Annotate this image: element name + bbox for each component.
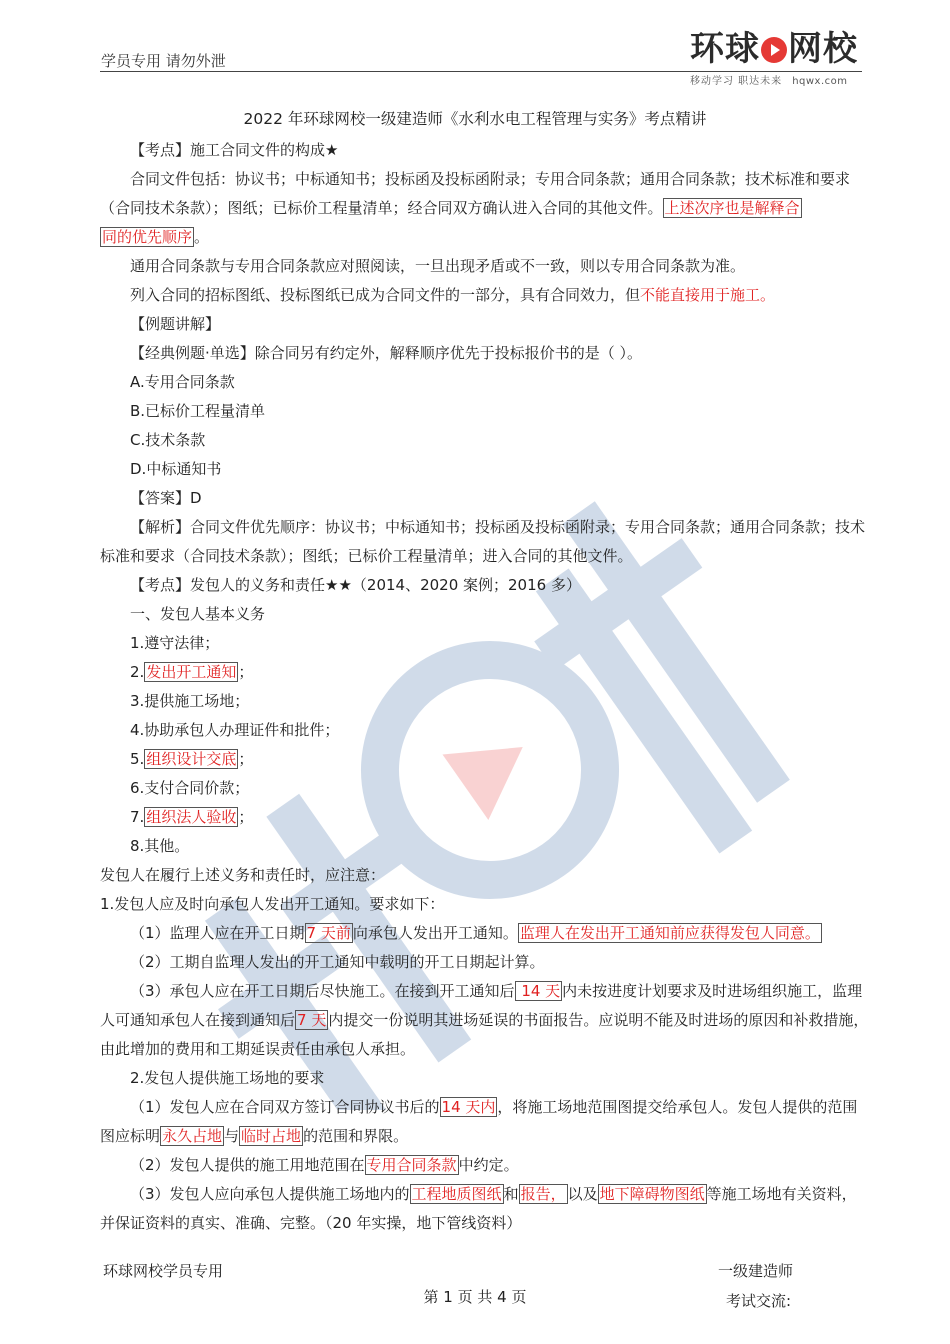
paragraph-text: （1）发包人应在合同双方签订合同协议书后的 (130, 1098, 440, 1116)
option-b: B.已标价工程量清单 (130, 402, 266, 420)
kaodian-heading-1: 【考点】施工合同文件的构成★ (130, 141, 339, 159)
answer: 【答案】D (130, 489, 202, 507)
logo-text-2: 网校 (788, 29, 858, 69)
note-item-2b (100, 1151, 870, 1180)
page-number: 第 1 页 共 4 页 (423, 1288, 527, 1306)
item-number: 7. (130, 808, 145, 826)
logo-url: hqwx.com (792, 76, 848, 87)
highlight-box: 上述次序也是解释合 (664, 199, 800, 217)
paragraph-text: 的范围和界限。 (303, 1127, 409, 1145)
punctuation: ； (238, 750, 254, 768)
example-question: 【经典例题·单选】除合同另有约定外，解释顺序优先于投标报价书的是（ ）。 (130, 344, 643, 362)
highlight-box: 报告， (520, 1185, 566, 1203)
paragraph-priority: 通用合同条款与专用合同条款应对照阅读，一旦出现矛盾或不一致，则以专用合同条款为准。 (130, 257, 746, 275)
paragraph-text: 和 (503, 1185, 519, 1203)
note-item-2c (100, 1180, 870, 1238)
highlight-box: 监理人在发出开工通知前应获得发包人同意。 (519, 924, 820, 942)
highlight-box: 7 天 (297, 1011, 327, 1029)
paragraph-text: 合同文件包括：协议书；中标通知书；投标函及投标函附录；专用合同条款；通用合同条款；技术标准和要求（合同技术条款）；图纸；已标价工程量清单；经合同双方确认进入合同的其他文件。 (100, 170, 851, 217)
logo-slogan: 移动学习 职达未来 (690, 76, 783, 87)
highlight-box: 临时占地 (241, 1127, 302, 1145)
note-item-2a (100, 1093, 870, 1151)
footer-exchange: 考试交流: (726, 1292, 792, 1310)
note-item-1c (100, 977, 870, 1064)
highlight-box: 14 天内 (441, 1098, 496, 1116)
option-a: A.专用合同条款 (130, 373, 235, 391)
highlight-box: 永久占地 (162, 1127, 223, 1145)
footer-left-note: 环球网校学员专用 (103, 1262, 224, 1280)
paragraph-text: 中约定。 (458, 1156, 519, 1174)
logo-text-1: 环球 (690, 29, 760, 69)
paragraph-text: 与 (224, 1127, 240, 1145)
duty-item: 8.其他。 (130, 837, 190, 855)
paragraph-text: 内提交一份说明其进场延误的书面报告。应说明不能及时进场的原因和补救措施，由此增加的费用和工期延误责任由承包人承担。 (100, 1011, 869, 1058)
duty-item: 1.遵守法律； (130, 634, 220, 652)
red-emphasis: 不能直接用于施工。 (640, 286, 776, 304)
paragraph-text: 等施工场地有关资料，并保证资料的真实、准确、完整。（20 年实操，地下管线资料） (100, 1185, 857, 1232)
option-c: C.技术条款 (130, 431, 206, 449)
hqwx-logo (690, 30, 865, 87)
punctuation: 。 (194, 228, 210, 246)
note-item-1: 1.发包人应及时向承包人发出开工通知。要求如下： (100, 895, 445, 913)
header-confidential-note: 学员专用 请勿外泄 (101, 52, 226, 70)
highlight-box: 工程地质图纸 (411, 1185, 502, 1203)
punctuation: ； (238, 663, 254, 681)
paragraph-text: ，将施工场地范围图提交给承包人。发包人提供的范围图应标明 (100, 1098, 858, 1145)
document-title: 2022 年环球网校一级建造师《水利水电工程管理与实务》考点精讲 (243, 110, 707, 128)
logo-play-icon (761, 37, 787, 63)
highlight-box: 组织设计交底 (146, 750, 237, 768)
highlight-box: 14 天 (516, 982, 561, 1000)
section-heading: 一、发包人基本义务 (130, 605, 266, 623)
paragraph-text: 列入合同的招标图纸、投标图纸已成为合同文件的一部分，具有合同效力，但 (130, 286, 641, 304)
note-line: 发包人在履行上述义务和责任时，应注意： (100, 866, 386, 884)
paragraph-text: 内未按进度计划要求及时进场组织施工，监理人可通知承包人在接到通知后 (100, 982, 863, 1029)
duty-item (100, 745, 870, 774)
highlight-box: 地下障碍物图纸 (599, 1185, 705, 1203)
highlight-box: 组织法人验收 (146, 808, 237, 826)
duty-item: 4.协助承包人办理证件和批件； (130, 721, 340, 739)
document-body (100, 136, 870, 1238)
paragraph-text: 向承包人发出开工通知。 (352, 924, 518, 942)
paragraph-text: （1）监理人应在开工日期 (130, 924, 305, 942)
highlight-box: 专用合同条款 (366, 1156, 457, 1174)
highlight-box: 7 天前 (306, 924, 351, 942)
duty-item (100, 658, 870, 687)
example-heading: 【例题讲解】 (130, 315, 221, 333)
note-item-1b: （2）工期自监理人发出的开工通知中载明的开工日期起计算。 (130, 953, 545, 971)
logo-wordmark (690, 30, 865, 68)
item-number: 5. (130, 750, 145, 768)
paragraph-text: （3）发包人应向承包人提供施工场地内的 (130, 1185, 410, 1203)
paragraph-drawings (100, 281, 870, 310)
note-item-2: 2.发包人提供施工场地的要求 (130, 1069, 325, 1087)
duty-item: 6.支付合同价款； (130, 779, 250, 797)
duty-item (100, 803, 870, 832)
paragraph-contract-docs (100, 165, 870, 252)
footer-exam-name: 一级建造师 (718, 1262, 794, 1280)
duty-item: 3.提供施工场地； (130, 692, 250, 710)
highlight-box: 发出开工通知 (146, 663, 237, 681)
analysis: 【解析】合同文件优先顺序：协议书；中标通知书；投标函及投标函附录；专用合同条款；通用合同条款；技术标准和要求（合同技术条款）；图纸；已标价工程量清单；进入合同的其他文件。 (100, 518, 866, 565)
paragraph-text: 以及 (567, 1185, 598, 1203)
paragraph-text: （2）发包人提供的施工用地范围在 (130, 1156, 365, 1174)
option-d: D.中标通知书 (130, 460, 222, 478)
logo-slogan-row (690, 72, 865, 87)
punctuation: ； (238, 808, 254, 826)
kaodian-heading-2: 【考点】发包人的义务和责任★★（2014、2020 案例；2016 多） (130, 576, 581, 594)
highlight-box: 同的优先顺序 (102, 228, 193, 246)
item-number: 2. (130, 663, 145, 681)
paragraph-text: （3）承包人应在开工日期后尽快施工。在接到开工通知后 (130, 982, 515, 1000)
note-item-1a (100, 919, 870, 948)
